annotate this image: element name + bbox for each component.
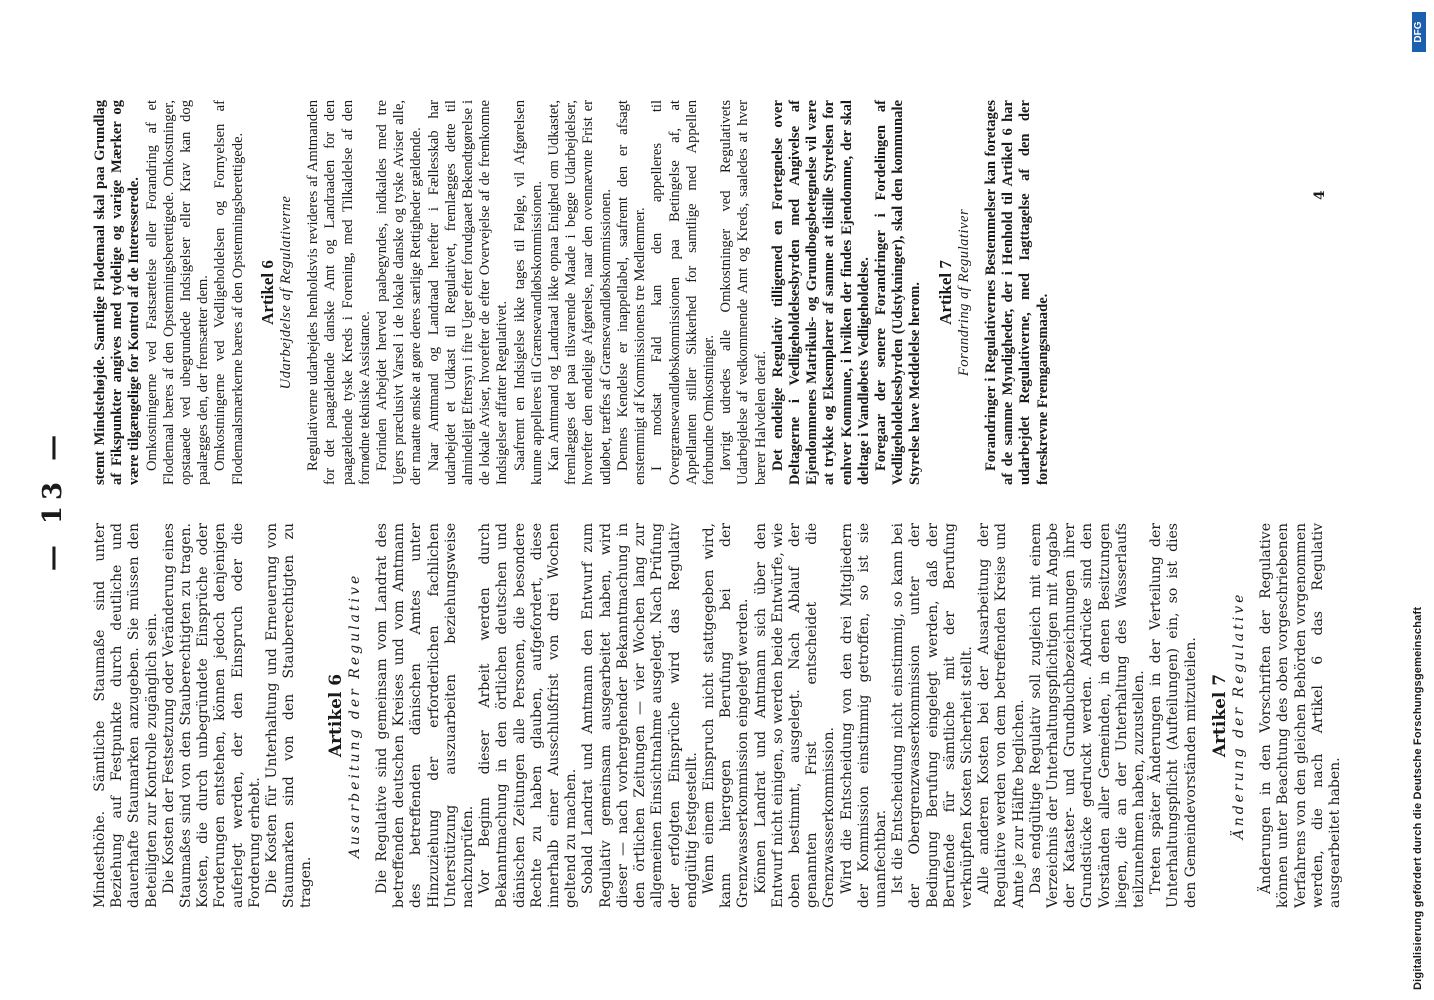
page-header: — 13 —	[38, 428, 68, 572]
german-paragraph: Wird die Entscheidung von den drei Mitgliedern der Kommission einstimmig getroffen, so ist sie unanfechtbar.	[838, 523, 889, 908]
dfg-note-text: Digitalisierung gefördert durch die Deutsche Forschungsgemeinschaft	[1412, 606, 1424, 990]
danish-paragraph: Forandringer i Regulativernes Bestemmelser kan foretages af de samme Myndigheder, der i Henhold til Artikel 6 har udarbejdet Regulativerne, med Iagttagelse af den der foreskrevne Fremgangsmaade.	[982, 100, 1051, 485]
german-paragraph: Vor Beginn dieser Arbeit werden durch Bekanntmachung in den örtlichen deutschen und dänischen Zeitungen alle Personen, die besondere Rechte zu haben glauben, aufgefordert, diese innerhalb einer Ausschlußfrist von drei Wochen geltend zu machen.	[477, 523, 580, 908]
danish-paragraph: Det endelige Regulativ tilligemed en Fortegnelse over Deltagerne i Vedligeholdelsesbyrden med Angivelse af Ejendommenes Matrikuls- og Grundbogsbetegnelse vil være at trykke og Eksemplarer af samme at tilstille Styrelsen for enhver Kommune, i hvilken der findes Ejendomme, der skal deltage i Vandløbets Vedligeholdelse.	[769, 100, 872, 485]
danish-paragraph: Dennes Kendelse er inappellabel, saafremt den er afsagt enstemmigt af Kommissionens tre Medlemmer.	[614, 100, 649, 485]
german-paragraph: Alle anderen Kosten bei der Ausarbeitung der Regulative werden von dem betreffenden Kreise und Amte je zur Hälfte beglichen.	[976, 523, 1027, 908]
danish-article-6-title: Artikel 6	[257, 260, 277, 325]
danish-paragraph: Omkostningerne ved Fastsættelse eller Forandring af et Flodemaal bæres af den Opstemningsberettigede. Omkostninger, opstaaede ved ubegrundede Indsigelser eller Krav kan dog paalægges den, der fremsætter dem.	[143, 100, 212, 485]
german-paragraph: Sobald Landrat und Amtmann den Entwurf zum Regulativ gemeinsam ausgearbeitet haben, wird dieser — nach vorhergehender Bekanntmachung in den örtlichen Zeitungen — vier Wochen lang zur allgemeinen Einsichtnahme ausgelegt. Nach Prüfung der erfolgten Einsprüche wird das Regulativ endgültig festgestellt.	[580, 523, 700, 908]
german-article-7-title: Artikel 7	[1209, 673, 1230, 758]
sheet-number: 4	[1312, 190, 1328, 200]
danish-paragraph: I modsat Fald kan den appelleres til Overgrænsevandløbskommissionen paa Betingelse af, at Appellanten stiller Sikkerhed for samtlige med Appellen forbundne Omkostninger.	[649, 100, 717, 485]
german-paragraph: Ist die Entscheidung nicht einstimmig, so kann bei der Obergrenzwasserkommission unter der Bedingung Berufung eingelegt werden, daß der Berufende für sämtliche mit der Berufung verknüpften Kosten Sicherheit stellt.	[890, 523, 975, 908]
danish-paragraph: stemt Mindstehøjde. Samtlige Flodemaal skal paa Grundlag af Fikspunkter angives med tydelige og varige Mærker og være tilgængelige for Kontrol af de Interesserede.	[92, 100, 143, 485]
danish-paragraph: Regulativerne udarbejdes henholdsvis revideres af Amtmanden for det paagældende danske Amt og Landraaden for den paagældende tyske Kreds i Forening, med Tilkaldelse af den fornødne tekniske Assistance.	[305, 100, 373, 485]
danish-paragraph: Forinden Arbejdet herved paabegyndes, indkaldes med tre Ugers præclusivt Varsel i de lokale danske og tyske Aviser alle, der maatte ønske at gøre deres særlige Rettigheder gældende.	[374, 100, 425, 485]
german-paragraph: Das endgültige Regulativ soll zugleich mit einem Verzeichnis der Unterhaltungspflichtigen mit Angabe der Kataster- und Grundbuchbezeichnungen ihrer Grundstücke gedruckt werden. Abdrücke sind den Vorständen aller Gemeinden, in denen Besitzungen liegen, die an der Unterhaltung des Wasserlaufs teilzunehmen haben, zuzustellen.	[1027, 523, 1147, 908]
german-paragraph: Können Landrat und Amtmann sich über den Entwurf nicht einigen, so werden beide Entwürfe, wie oben bestimmt, ausgelegt. Nach Ablauf der genannten Frist entscheidet die Grenzwasserkommission.	[752, 523, 838, 908]
german-paragraph: Treten später Änderungen in der Verteilung der Unterhaltungspflicht (Aufteilungen) ein, so ist dies den Gemeindevorständen mitzuteilen.	[1148, 523, 1199, 908]
danish-column	[92, 100, 1052, 485]
danish-article-7-subtitle: Forandring af Regulativer	[955, 208, 972, 377]
danish-paragraph: Saafremt en Indsigelse ikke tages til Følge, vil Afgørelsen kunne appelleres til Grænsevandløbskommissionen.	[511, 100, 545, 485]
german-paragraph: Änderungen in den Vorschriften der Regulative können unter Beachtung des oben vorgeschriebenen Verfahrens von den gleichen Behörden vorgenommen werden, die nach Artikel 6 das Regulativ ausgearbeitet haben.	[1258, 523, 1344, 908]
german-paragraph: Die Kosten der Festsetzung oder Veränderung eines Staumaßes sind von den Stauberechtigten zu tragen. Kosten, die durch unbegründete Einsprüche oder Forderungen entstehen, können jedoch denjenigen auferlegt werden, der den Einspruch oder die Forderung erhebt.	[160, 523, 263, 908]
german-paragraph: Mindesthöhe. Sämtliche Staumaße sind unter Beziehung auf Festpunkte durch deutliche und dauerhafte Staumarken anzugeben. Sie müssen den Beteiligten zur Kontrolle zugänglich sein.	[92, 523, 160, 908]
danish-article-7-title: Artikel 7	[935, 260, 955, 325]
danish-article-6-subtitle: Udarbejdelse af Regulativerne	[278, 195, 295, 390]
german-article-6-subtitle: Ausarbeitung der Regulative	[346, 572, 363, 859]
danish-paragraph: Naar Amtmand og Landraad herefter i Fællesskab har udarbejdet et Udkast til Regulativet, fremlægges dette til almindeligt Eftersyn i fire Uger efter forudgaaet Bekendtgørelse i de lokale Aviser, hvorefter de efter Overvejelse af de fremkomne Indsigelser affatter Regulativet.	[425, 100, 511, 485]
german-article-7-subtitle: Änderung der Regulative	[1231, 591, 1247, 840]
danish-paragraph: Iøvrigt udredes alle Omkostninger ved Regulativets Udarbejdelse af vedkommende Amt og Kreds, saaledes at hver bærer Halvdelen deraf.	[718, 100, 769, 485]
german-article-6-title: Artikel 6	[325, 673, 346, 758]
danish-paragraph: Kan Amtmand og Landraad ikke opnaa Enighed om Udkastet, fremlægges det paa tilsvarende Maade i begge Udarbejdelser, hvorefter den endelige Afgørelse, naar den ovennævnte Frist er udløbet, træffes af Grænsevandløbskommissionen.	[546, 100, 614, 485]
german-paragraph: Wenn einem Einspruch nicht stattgegeben wird, kann hiergegen Berufung bei der Grenzwasserkommission eingelegt werden.	[700, 523, 752, 908]
german-paragraph: Die Regulative sind gemeinsam vom Landrat des betreffenden deutschen Kreises und vom Amtmann des betreffenden dänischen Amtes unter Hinzuziehung der erforderlichen fachlichen Unterstützung auszuarbeiten beziehungsweise nachzuprüfen.	[374, 523, 477, 908]
danish-paragraph: Omkostningerne ved Vedligeholdelsen og Fornyelsen af Flodemaalsmærkerne bæres af den Opstemningsberettigede.	[212, 100, 246, 485]
german-paragraph: Die Kosten für Unterhaltung und Erneuerung von Staumarken sind von den Stauberechtigten zu tragen.	[264, 523, 315, 908]
german-column	[92, 523, 1344, 908]
dfg-logo: DFG	[1412, 12, 1426, 52]
danish-paragraph: Foregaar der senere Forandringer i Fordelingen af Vedligeholdelsesbyrden (Udstykninger), skal den kommunale Styrelse have Meddelelse herom.	[872, 100, 924, 485]
